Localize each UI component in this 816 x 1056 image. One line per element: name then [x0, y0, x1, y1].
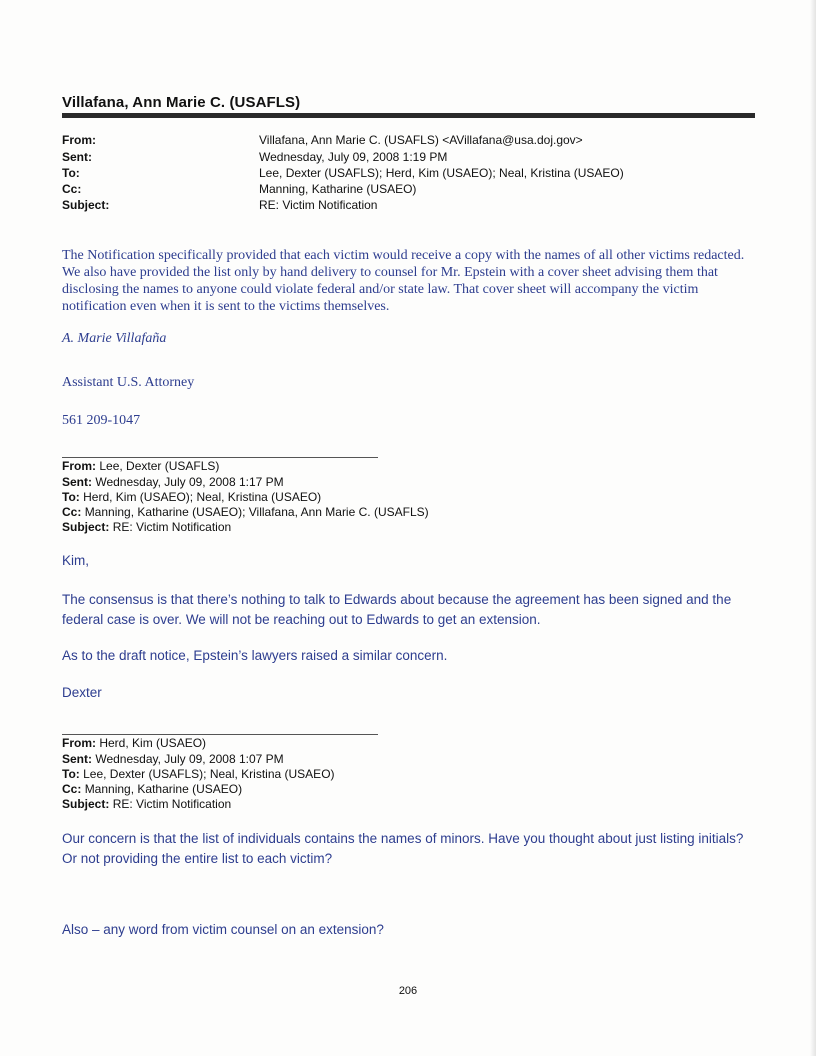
separator-line [62, 734, 378, 735]
message-body-paragraph: The consensus is that there’s nothing to talk to Edwards about because the agreement has been signed and the federal case is over. We will not be reaching out to Edwards to get an extension. [62, 592, 732, 627]
forward-cc-line: Cc: Manning, Katharine (USAEO) [62, 782, 243, 796]
signature-phone: 561 209-1047 [62, 413, 141, 428]
page-edge-shadow [810, 0, 816, 1056]
forward-sent-line: Sent: Wednesday, July 09, 2008 1:07 PM [62, 752, 284, 766]
forward-to-line: To: Herd, Kim (USAEO); Neal, Kristina (USAEO) [62, 490, 322, 504]
header-subject-value: RE: Victim Notification [259, 198, 378, 212]
forward-from-line: From: Lee, Dexter (USAFLS) [62, 459, 220, 473]
forward-sent-line: Sent: Wednesday, July 09, 2008 1:17 PM [62, 475, 284, 489]
forward-from-line: From: Herd, Kim (USAEO) [62, 736, 207, 750]
header-from-label: From: [62, 133, 96, 147]
header-to-value: Lee, Dexter (USAFLS); Herd, Kim (USAEO); Neal, Kristina (USAEO) [259, 166, 624, 180]
header-from-value: Villafana, Ann Marie C. (USAFLS) <AVillafana@usa.doj.gov> [259, 133, 583, 147]
forward-to-line: To: Lee, Dexter (USAFLS); Neal, Kristina (USAEO) [62, 767, 335, 781]
forward-cc-line: Cc: Manning, Katharine (USAEO); Villafana, Ann Marie C. (USAFLS) [62, 505, 429, 519]
header-sent-label: Sent: [62, 150, 92, 164]
message-signoff: Dexter [62, 685, 102, 700]
header-subject-label: Subject: [62, 198, 110, 212]
header-cc-label: Cc: [62, 182, 82, 196]
separator-line [62, 457, 378, 458]
signature-title: Assistant U.S. Attorney [62, 375, 195, 390]
signature-name: A. Marie Villafaña [62, 331, 167, 346]
title-rule [62, 113, 755, 118]
message-body-paragraph: The Notification specifically provided that each victim would receive a copy with the names of all other victims redacted. We also have provided the list only by hand delivery to counsel for Mr. Epstein with a cover sheet advising them that disclosing the names to anyone could violate federal and/or state law. That cover sheet will accompany the victim notification even when it is sent to the victims themselves. [62, 248, 745, 314]
header-to-label: To: [62, 166, 80, 180]
header-sent-value: Wednesday, July 09, 2008 1:19 PM [259, 150, 448, 164]
forward-subject-line: Subject: RE: Victim Notification [62, 797, 232, 811]
forward-subject-line: Subject: RE: Victim Notification [62, 520, 232, 534]
message-body-paragraph: As to the draft notice, Epstein’s lawyers raised a similar concern. [62, 648, 448, 663]
message-greeting: Kim, [62, 553, 89, 568]
message-body-paragraph: Our concern is that the list of individuals contains the names of minors. Have you thought about just listing initials? Or not providing the entire list to each victim? [62, 831, 744, 866]
header-cc-value: Manning, Katharine (USAEO) [259, 182, 417, 196]
document-title: Villafana, Ann Marie C. (USAFLS) [62, 94, 301, 111]
page-number: 206 [398, 985, 418, 997]
message-body-paragraph: Also – any word from victim counsel on an extension? [62, 922, 384, 937]
